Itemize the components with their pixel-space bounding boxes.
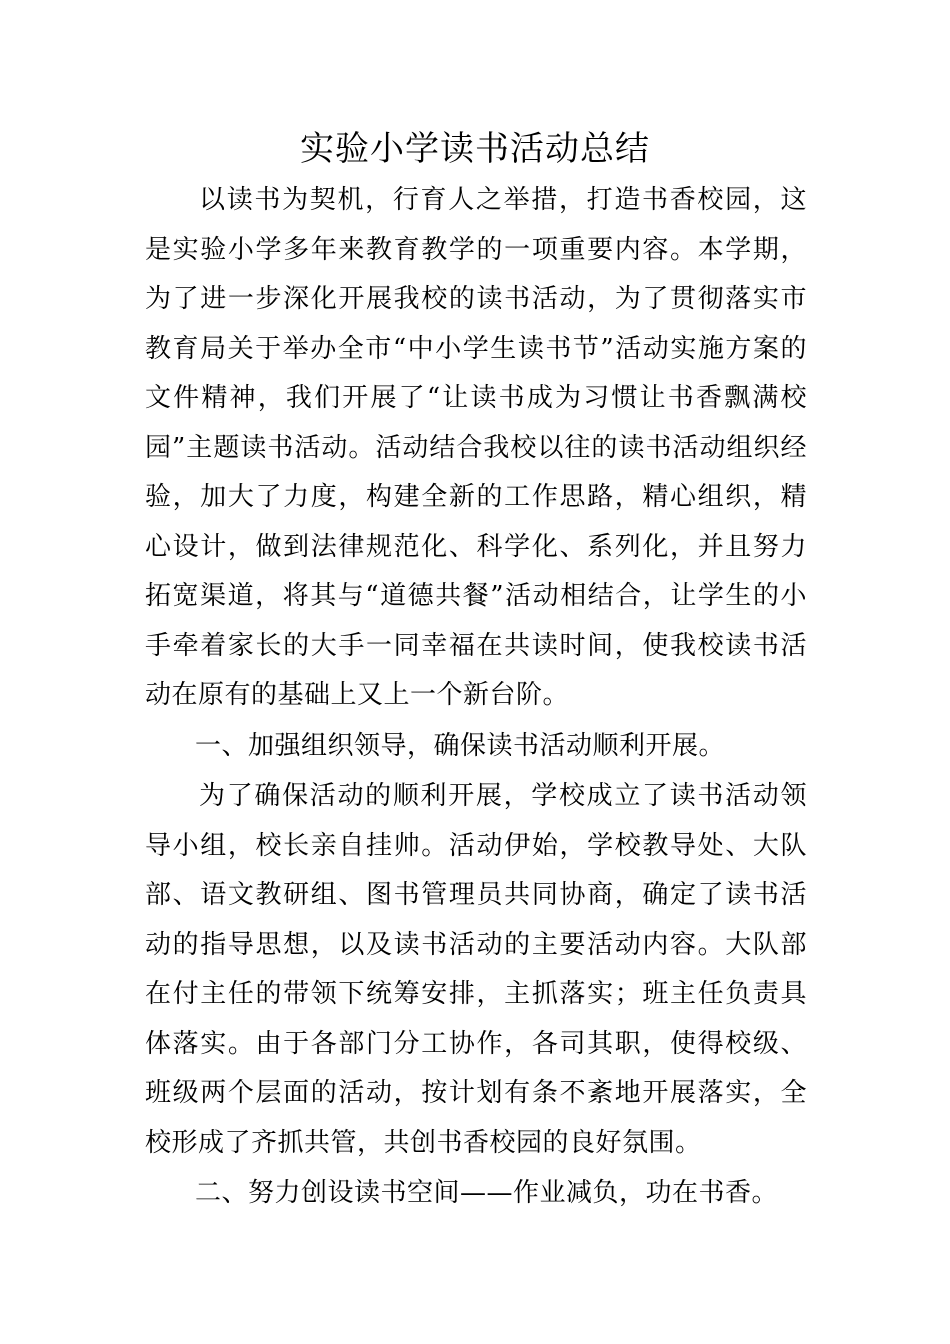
document-title: 实验小学读书活动总结 <box>300 129 650 169</box>
section-heading-1: 一、加强组织领导，确保读书活动顺利开展。 <box>195 730 726 761</box>
document-body <box>145 176 807 1219</box>
section-1-paragraph: 为了确保活动的顺利开展，学校成立了读书活动领导小组，校长亲自挂帅。活动伊始，学校教导处、大队部、语文教研组、图书管理员共同协商，确定了读书活动的指导思想，以及读书活动的主要活动内容。大队部在付主任的带领下统筹安排，主抓落实；班主任负责具体落实。由于各部门分工协作，各司其职，使得校级、班级两个层面的活动，按计划有条不紊地开展落实，全校形成了齐抓共管，共创书香校园的良好氛围。 <box>145 781 807 1158</box>
intro-paragraph: 以读书为契机，行育人之举措，打造书香校园，这是实验小学多年来教育教学的一项重要内容。本学期，为了进一步深化开展我校的读书活动，为了贯彻落实市教育局关于举办全市“中小学生读书节”活动实施方案的文件精神，我们开展了“让读书成为习惯让书香飘满校园”主题读书活动。活动结合我校以往的读书活动组织经验，加大了力度，构建全新的工作思路，精心组织，精心设计，做到法律规范化、科学化、系列化，并且努力拓宽渠道，将其与“道德共餐”活动相结合，让学生的小手牵着家长的大手一同幸福在共读时间，使我校读书活动在原有的基础上又上一个新台阶。 <box>145 185 807 710</box>
section-heading-2: 二、努力创设读书空间——作业减负，功在书香。 <box>195 1178 779 1208</box>
